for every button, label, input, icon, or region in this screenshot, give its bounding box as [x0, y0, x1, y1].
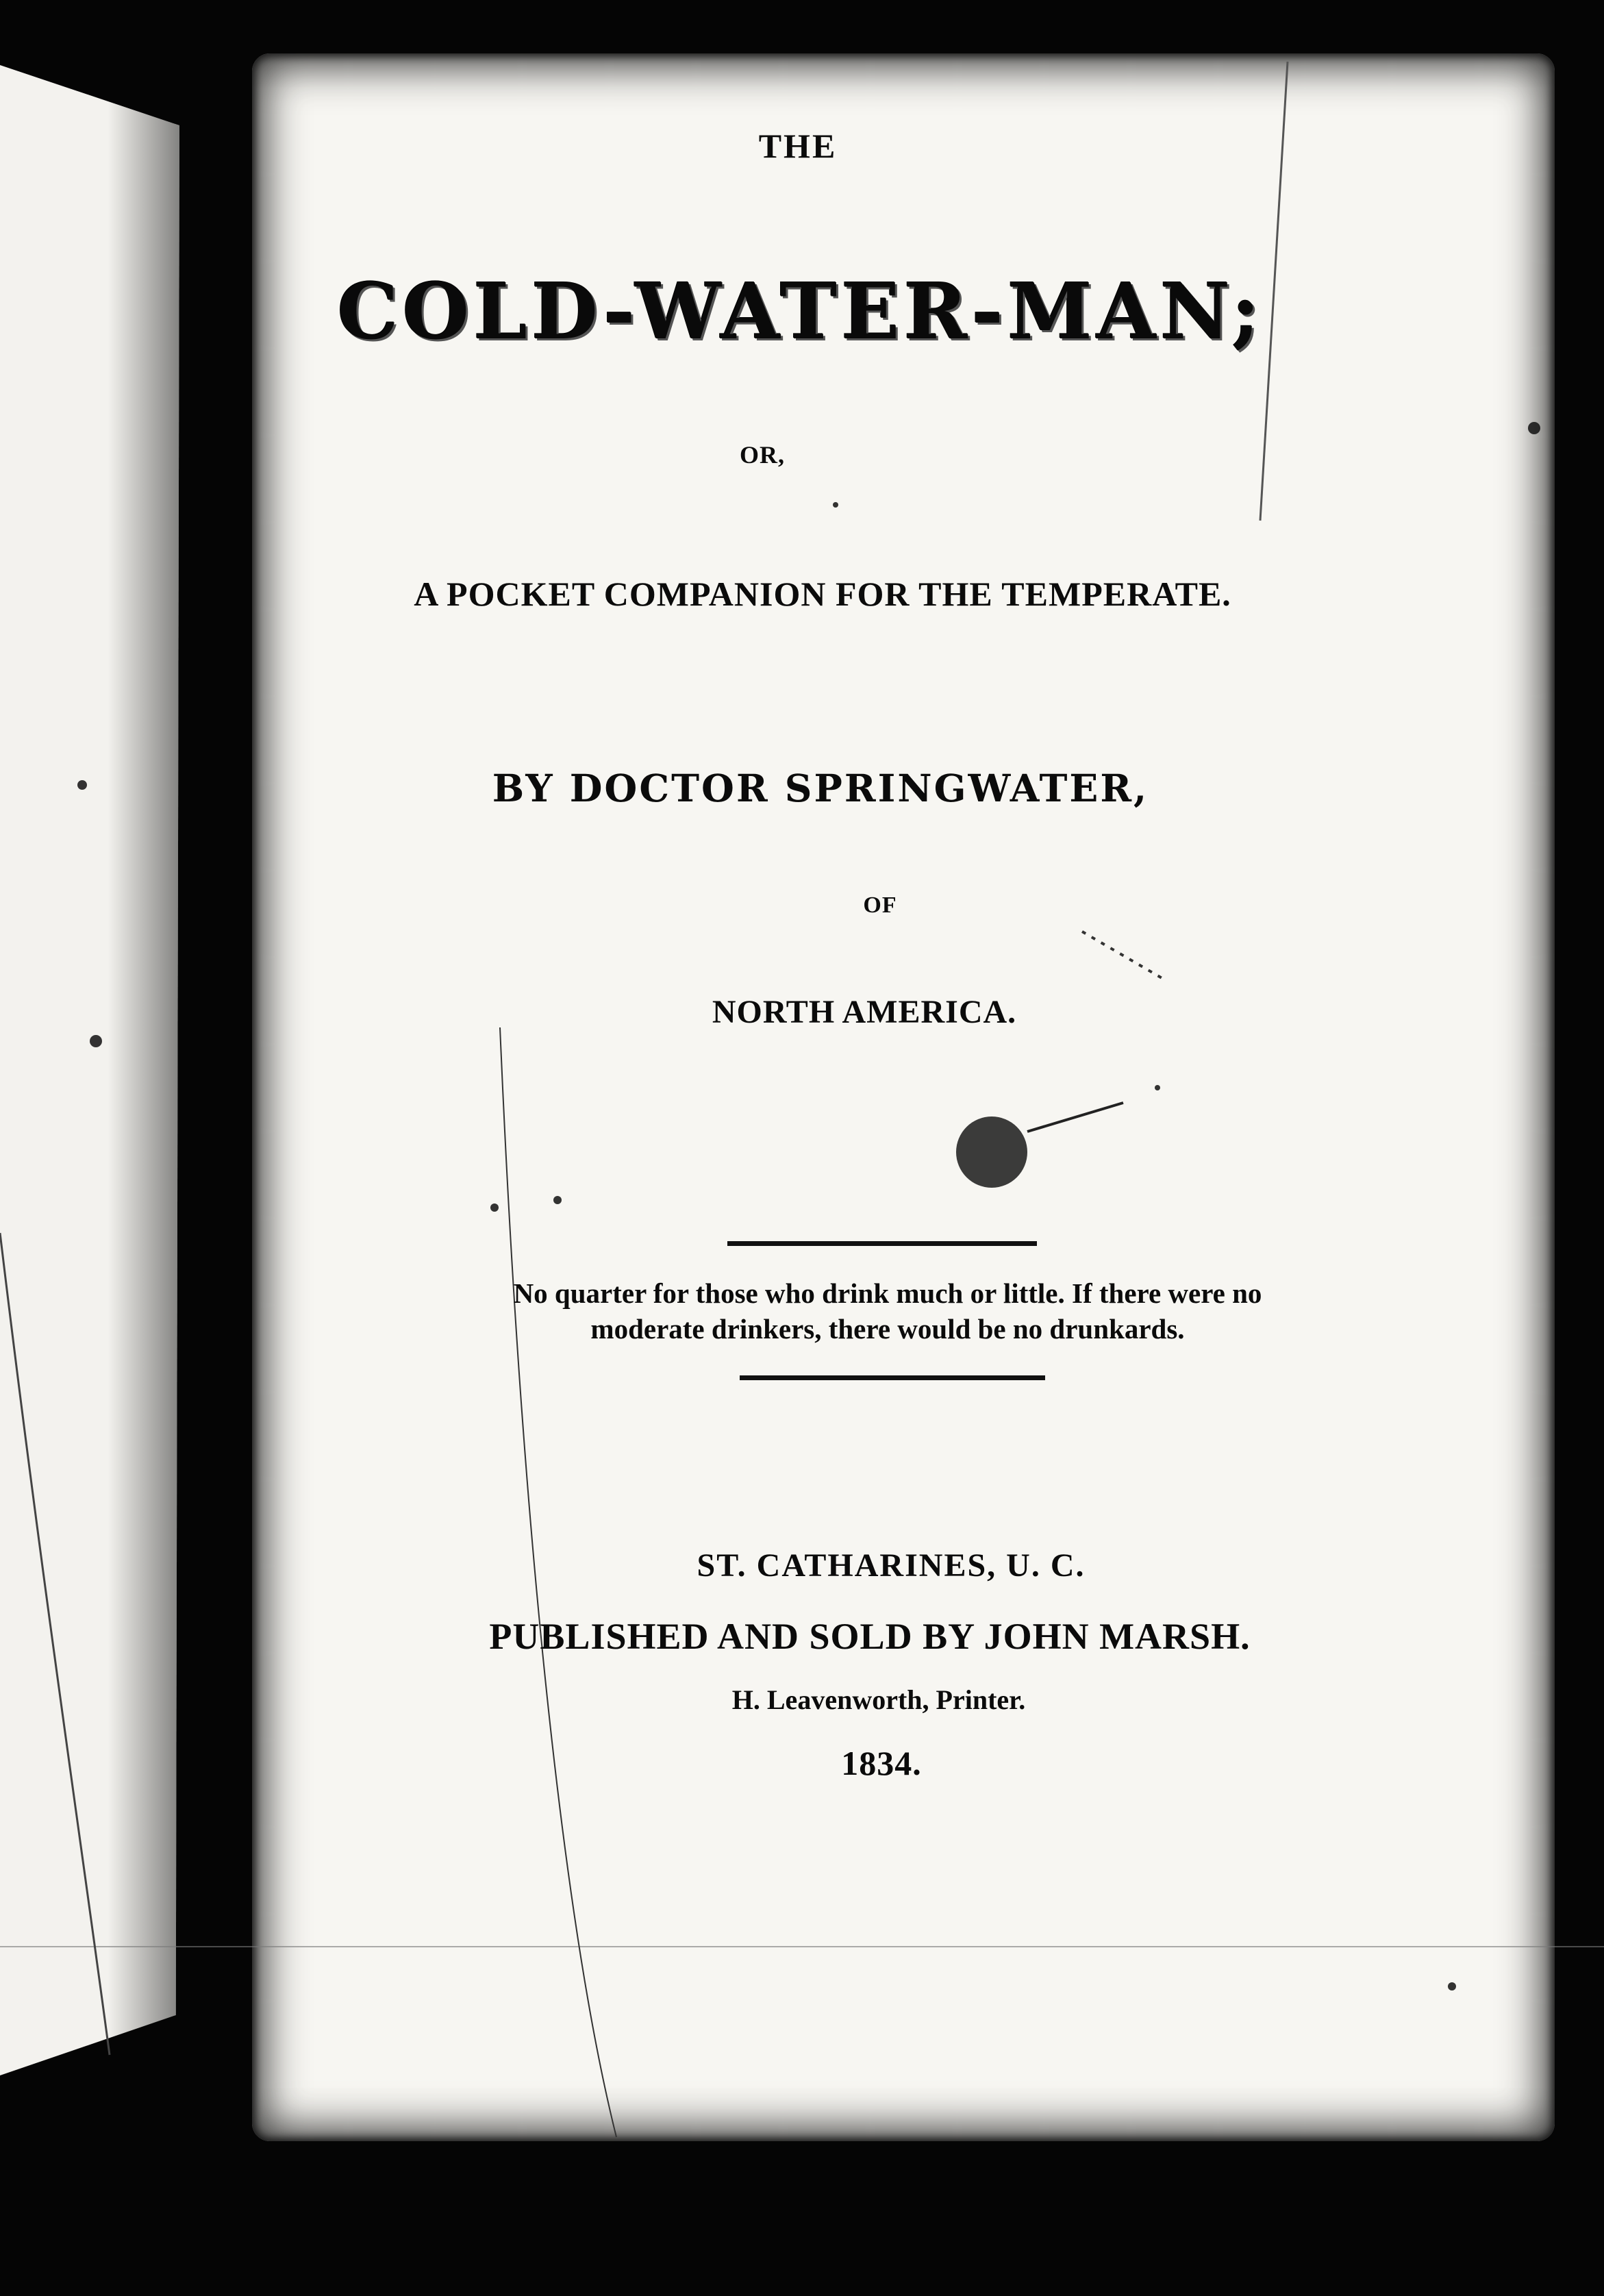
- title-or: OR,: [740, 441, 785, 469]
- imprint-city: ST. CATHARINES, U. C.: [697, 1547, 1086, 1584]
- author-of: OF: [863, 893, 897, 918]
- scan-line: [0, 1946, 1604, 1947]
- subtitle: A POCKET COMPANION FOR THE TEMPERATE.: [414, 575, 1231, 613]
- imprint-publisher: PUBLISHED AND SOLD BY JOHN MARSH.: [489, 1616, 1251, 1657]
- motto-line-1: No quarter for those who drink much or little. If there were no: [513, 1277, 1262, 1309]
- main-title: COLD-WATER-MAN;: [337, 267, 1264, 357]
- motto-rule-top: [727, 1241, 1037, 1246]
- author-place: NORTH AMERICA.: [712, 994, 1017, 1030]
- author-line: BY DOCTOR SPRINGWATER,: [492, 766, 1149, 810]
- motto-line-2: moderate drinkers, there would be no drunkards.: [590, 1313, 1185, 1345]
- title-page: [252, 53, 1555, 2141]
- imprint-printer: H. Leavenworth, Printer.: [731, 1684, 1026, 1715]
- imprint-year: 1834.: [841, 1744, 922, 1782]
- title-the: THE: [758, 127, 838, 165]
- motto-rule-bottom: [740, 1375, 1045, 1380]
- motto: [86, 1275, 1604, 1347]
